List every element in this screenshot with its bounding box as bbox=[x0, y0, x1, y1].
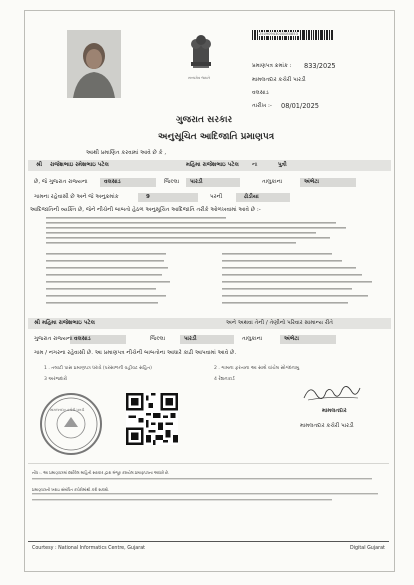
lower-district-label: જિલ્લા bbox=[150, 336, 166, 342]
legal-references-block bbox=[46, 215, 386, 315]
qr-code-icon bbox=[126, 393, 178, 445]
courtesy-text: Courtesy : National Informatics Centre, Gujarat bbox=[32, 546, 146, 551]
footer-fine-print bbox=[32, 476, 384, 506]
footer-divider bbox=[28, 463, 389, 464]
lower-district-value: વલસાડ bbox=[74, 336, 91, 342]
tribe-value: ઢોડીયા bbox=[244, 194, 259, 200]
state-text: છે, જે ગુજરાત રાજ્યના bbox=[34, 179, 88, 185]
basis-1: 1 . તલાટી પાસ પ્રમાણપત્ર ધરાવે (પરસાળની વહીવટ સહિત) bbox=[44, 366, 152, 371]
reside-line: ગામ / નગરના રહેવાસી છે. આ પ્રમાણપત્ર નીચેની બાબતોના આધારે કાઢી આપવામાં આવે છે. bbox=[34, 350, 237, 356]
residence-text: અને અથવા તેની / તેણીનો પરિવાર સામાન્ય રીતે bbox=[226, 320, 334, 326]
certificate-number-label: પ્રમાણપત્ર ક્રમાંક : bbox=[252, 63, 292, 69]
tribe-label: પરની bbox=[210, 194, 223, 200]
certify-text: આથી પ્રમાણિત કરવામાં આવે છે કે , bbox=[86, 150, 167, 156]
officer-designation: મામલતદાર bbox=[322, 408, 347, 414]
issuer-line: મામલતદાર કચેરી પારડી bbox=[252, 77, 306, 83]
government-title: ગુજરાત સરકાર bbox=[176, 115, 233, 125]
father-prefix: શ્રી bbox=[36, 162, 43, 168]
village-value: અંભેટા bbox=[304, 179, 320, 185]
relation-prefix: ના bbox=[252, 162, 258, 168]
office-seal bbox=[40, 393, 102, 455]
district-label: જિલ્લા bbox=[164, 179, 180, 185]
basis-3: 3 અરજદારો bbox=[44, 377, 68, 382]
father-name: રાજેશભાઇ રમેશભાઇ પટેલ bbox=[50, 162, 109, 168]
footer-rule bbox=[28, 541, 389, 542]
notified-line: આદિજાતિની વ્યક્તિ છે, જેને નીચેની બાબતો હેઠળ અનુસૂચિત આદિજાતિ તરીકે ઓળખવામાં આવે છે :- bbox=[30, 207, 261, 213]
footer-note-2: પ્રમાણપત્રની ખરાઇ સંબંધિત કચેરીમાંથી કરી શકાશે. bbox=[32, 487, 110, 492]
taluka-value: પારડી bbox=[190, 179, 203, 185]
certificate-number: 833/2025 bbox=[304, 62, 336, 70]
seal-text: મામલતદાર કચેરી પારડી bbox=[50, 408, 85, 412]
officer-signature bbox=[300, 380, 362, 404]
district-value: વલસાડ bbox=[104, 179, 121, 185]
lower-taluka-label: તાલુકાના bbox=[242, 336, 263, 342]
relation-value: પુત્રી bbox=[278, 162, 287, 168]
basis-4: 4 રેશનકાર્ડ bbox=[214, 377, 235, 382]
lower-applicant-name: શ્રી મહિમા રાજેશભાઇ પટેલ bbox=[34, 320, 95, 326]
state-emblem-icon bbox=[179, 26, 223, 76]
issuer-place: વલસાડ bbox=[252, 90, 269, 96]
entry-line-prefix: ગામના રહેવાસી છે અને જે અનુક્રમાંક bbox=[34, 194, 119, 200]
applicant-name: મહિમા રાજેશભાઇ પટેલ bbox=[186, 162, 239, 168]
issue-date: 08/01/2025 bbox=[281, 102, 320, 110]
lower-village-value: અંભેટા bbox=[284, 336, 300, 342]
emblem-caption: સત્યમેવ જયતે bbox=[188, 76, 211, 80]
barcode-number: 25090943000080853 bbox=[259, 32, 298, 36]
taluka-label: તાલુકાના bbox=[262, 179, 283, 185]
basis-2: 2 . ગામના ફરતાના આ સાથે વાંચેલ સોગંદનામુ bbox=[214, 366, 300, 371]
brand-text: Digital Gujarat bbox=[350, 546, 385, 551]
applicant-photo bbox=[67, 30, 121, 98]
footer-note-1: નોંધ :- આ પ્રમાણપત્રમાં દર્શાવેલ માહિતી સરકાર દ્વારા મંજૂર કરાયેલ પ્રમાણપત્રના આધારે છે. bbox=[32, 470, 170, 475]
entry-number: 9 bbox=[146, 194, 150, 200]
lower-taluka-value: પારડી bbox=[184, 336, 197, 342]
lower-state-text: ગુજરાત રાજ્યના bbox=[34, 336, 73, 342]
officer-office: મામલતદાર કચેરી પારડી bbox=[300, 423, 354, 429]
date-label: તારીખ :- bbox=[252, 103, 272, 109]
certificate-title: અનુસૂચિત આદિજાતિ પ્રમાણપત્ર bbox=[158, 132, 275, 142]
